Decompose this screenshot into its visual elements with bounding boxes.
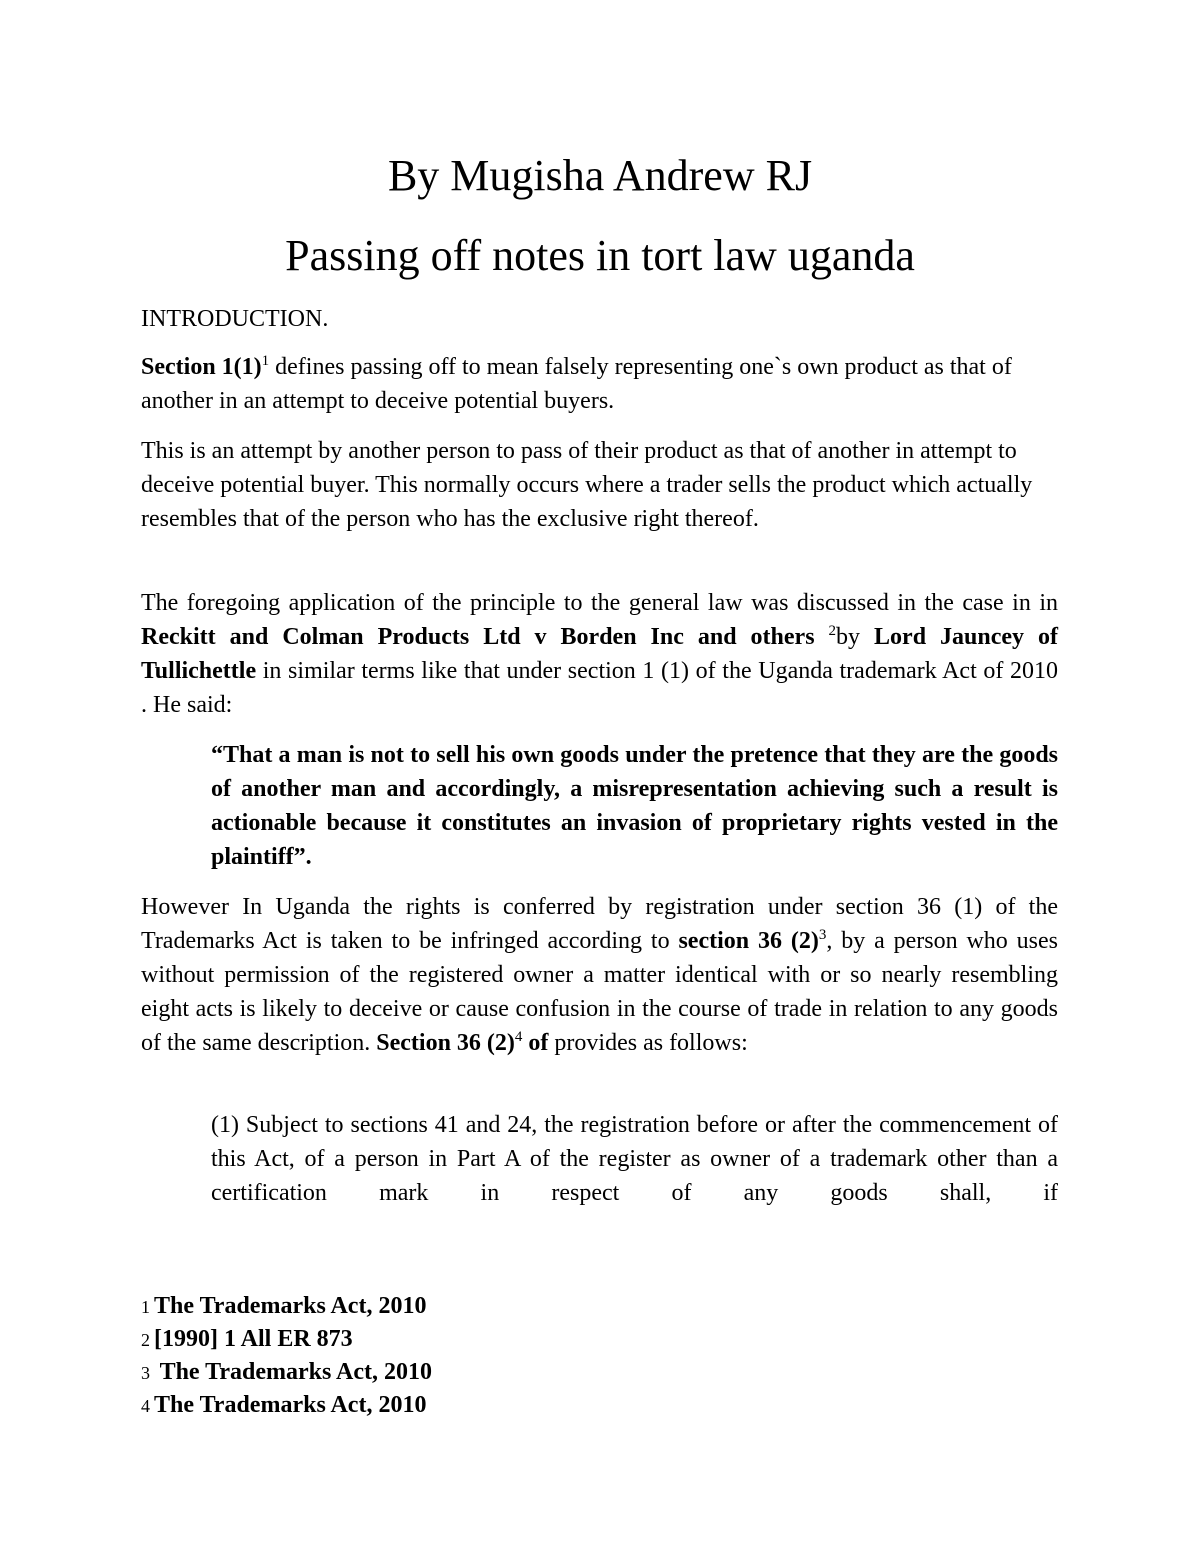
footnote-text: The Trademarks Act, 2010 [154,1392,427,1418]
footnote [141,1323,741,1356]
footnote-ref-4[interactable]: 4 [514,1029,523,1045]
section-heading: INTRODUCTION. [141,306,329,332]
paragraph-text: The foregoing application of the principle to the general law was discussed in the case in in [141,590,1058,616]
paragraph-text: However In Uganda the rights is conferred by registration under section 36 (1) of the Trademarks Act is taken to be infringed according to [141,894,1058,954]
section-reference: section 36 (2) [678,928,819,954]
footnote-number: 3 [141,1363,150,1383]
footnote-text: [1990] 1 All ER 873 [154,1326,353,1352]
footnote-text: The Trademarks Act, 2010 [154,1359,433,1385]
paragraph-explanation: This is an attempt by another person to pass of their product as that of another in attempt to deceive potential buyer. This normally occurs where a trader sells the product which actually resembles that of the person who has the exclusive right thereof. [141,438,1033,532]
paragraph-case-discussion [141,586,1058,722]
footnote-ref-1[interactable]: 1 [261,353,270,369]
footnotes [141,1290,741,1422]
paragraph-text: by [836,624,875,650]
footnote-number: 2 [141,1330,150,1350]
paragraph-text: in similar terms like that under section 1 (1) of the Uganda trademark Act of 2010 . He said: [141,658,1058,718]
section-reference: Section 1(1) [141,354,262,380]
judge-name: Lord Jauncey of Tullichettle [141,624,1059,684]
footnote-number: 1 [141,1297,150,1317]
footnote-text: The Trademarks Act, 2010 [154,1293,427,1319]
author-title: By Mugisha Andrew RJ [387,151,813,200]
footnote-ref-3[interactable]: 3 [818,927,827,943]
paragraph-uganda-law [141,890,1058,1060]
paragraph-text: , by a person who uses without permission of the registered owner a matter identical with or so nearly resembling eight acts is likely to deceive or cause confusion in the course of trade in relation to any goods of the same description. [141,928,1058,1056]
footnote-number: 4 [141,1396,150,1416]
footnote [141,1356,741,1389]
block-quote: “That a man is not to sell his own goods under the pretence that they are the goods of another man and accordingly, a misrepresentation achieving such a result is actionable because it constitutes an invasion of proprietary rights vested in the plaintiff”. [211,742,1058,870]
section-reference: Section 36 (2) [376,1030,515,1056]
statute-excerpt: (1) Subject to sections 41 and 24, the registration before or after the commencement of this Act, of a person in Part A of the register as owner of a trademark other than a certification mark in respect of any goods shall, if [211,1112,1058,1206]
footnote [141,1290,741,1323]
case-name: Reckitt and Colman Products Ltd v Borden Inc and others [141,624,815,650]
paragraph-definition [141,350,1058,418]
section-reference-tail: of [522,1030,549,1056]
paragraph-text: provides as follows: [548,1030,748,1056]
paragraph-text: defines passing off to mean falsely representing one`s own product as that of another in an attempt to deceive potential buyers. [141,354,1012,414]
footnote-ref-2[interactable]: 2 [828,623,837,639]
footnote [141,1389,741,1422]
document-title: Passing off notes in tort law uganda [285,231,915,280]
